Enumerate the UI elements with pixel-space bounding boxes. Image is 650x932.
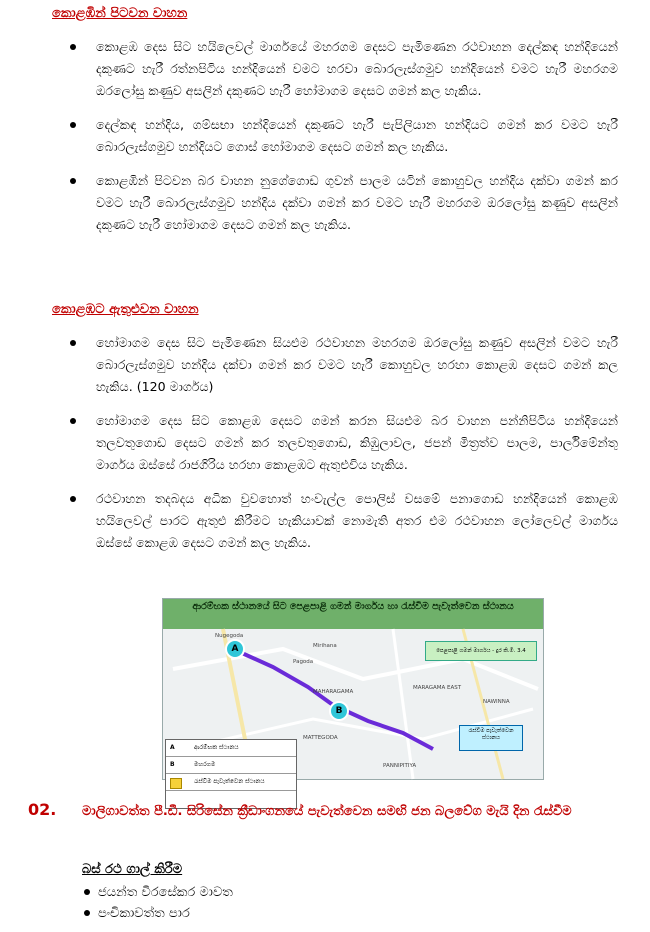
list-item-text: දෙල්කඳ හන්දිය, ගම්සභා හන්දියෙන් දකුණට හැරී පැපිලියාන හන්දියට ගමන් කර වමට හැරී බොරලැස්ගමුව හන්දියට ගොස් හෝමාගම දෙසට ගමන් කල හැකිය.	[96, 117, 618, 154]
venue-box: රැස්වීම පැවැත්වෙන ස්ථානය	[459, 725, 523, 751]
place-label: MARAGAMA EAST	[413, 685, 462, 691]
marker-a: A	[225, 639, 245, 659]
bullet-icon	[70, 44, 76, 50]
place-label: NAWINNA	[483, 699, 510, 705]
bullet-icon	[84, 910, 90, 916]
list-item	[62, 114, 618, 158]
legend-row: B මහරගම	[166, 757, 296, 774]
list-item-text: හෝමාගම දෙස සිට කොළඹ දෙසට ගමන් කරන සියළුම බර වාහන පන්නිපිටිය හන්දියෙන් තලවතුගොඩ දෙසට ගමන් කර තලවතුගොඩ, කිඹුලාවල, ජපන් මිත්‍රත්ව පාලම, පාර්ලිමේන්තු මාර්ගය ඔස්සේ රාජගිරිය හරහා කොළඹට ඇතුළුවිය හැකිය.	[96, 413, 618, 472]
legend-row: රැස්වීම පැවැත්වෙන ස්ථානය	[166, 774, 296, 791]
list-item: ජයන්ත වීරසේකර මාවත	[82, 882, 233, 903]
bullet-icon	[70, 496, 76, 502]
inbound-vehicles-heading: කොළඹට ඇතුළුවන වාහන	[52, 302, 199, 317]
section-number: 02.	[28, 800, 57, 819]
list-item-text: කොළඹින් පිටවන බර වාහන නුගේගොඩ ගුවන් පාලම යටින් කොහුවල හන්දිය දක්වා ගමන් කර වමට හැරී බොරලැස්ගමුව හන්දිය දක්වා ගමන් කර වමට හැරී මහරගම ඔරලෝසු කණුව අසලින් දකුණට හැරී හෝමාගම දෙසට ගමන් කල හැකිය.	[96, 173, 618, 232]
list-item	[62, 488, 618, 554]
bullet-icon	[70, 340, 76, 346]
place-label: PANNIPITIYA	[383, 763, 417, 769]
list-item	[62, 170, 618, 236]
bus-parking-heading: බස් රථ ගාල් කිරීම	[82, 862, 183, 877]
rally-heading: මාලිගාවත්ත පී.ඩී. සිරිසේන ක්‍රීඩාංගනයේ පැවැත්වෙන සමඟි ජන බලවේග මැයි දින රැස්වීම	[82, 804, 572, 819]
list-item	[62, 36, 618, 102]
outbound-list	[62, 36, 618, 248]
place-label: Pagoda	[293, 659, 314, 665]
venue-icon	[170, 778, 182, 789]
place-label: MATTEGODA	[303, 735, 338, 741]
route-map	[162, 598, 544, 785]
outbound-vehicles-heading: කොළඹින් පිටවන වාහන	[52, 6, 188, 21]
list-item	[62, 332, 618, 398]
list-item-text: කොළඹ දෙස සිට හයිලෙවල් මාර්ගයේ මහරගම දෙසට පැමිණෙන රථවාහන දෙල්කඳ හන්දියෙන් දකුණට හැරී රත්නපිටිය හන්දියෙන් වමට හරවා බොරලැස්ගමුව හන්දියෙන් වමට හැරී මහරගම ඔරලෝසු කණුව අසලින් දකුණට හැරී හෝමාගම දෙසට ගමන් කල හැකිය.	[96, 39, 618, 98]
list-item-text: රථවාහන තදබදය අධික වුවහොත් හංවැල්ල පොලිස් වසමේ පනාගොඩ හන්දියෙන් කොළඹ හයිලෙවල් පාරට ඇතුළු කිරීමට හැකියාවක් නොමැති අතර එම රථවාහන ලෝලෙවල් මාර්ගය ඔස්සේ කොළඹ දෙසට ගමන් කල හැකිය.	[96, 491, 618, 550]
map-area	[163, 629, 543, 785]
inbound-list	[62, 332, 618, 566]
marker-b: B	[329, 701, 349, 721]
bullet-icon	[70, 122, 76, 128]
map-legend	[165, 739, 297, 809]
bullet-icon	[84, 889, 90, 895]
list-item: පංචිකාවත්ත පාර	[82, 903, 233, 924]
place-label: Mirihana	[313, 643, 337, 649]
bullet-icon	[70, 178, 76, 184]
place-label: Nugegoda	[215, 633, 244, 639]
place-label: MAHARAGAMA	[313, 689, 354, 695]
bus-parking-list	[82, 882, 233, 924]
list-item-text: හෝමාගම දෙස සිට පැමිණෙන සියළුම රථවාහන මහරගම ඔරලෝසු කණුව අසලින් වමට හැරී බොරලැස්ගමුව හන්දිය දක්වා ගමන් කර වමට හැරී කොහුවල හරහා කොළඹ දෙසට ගමන් කල හැකිය. (120 මාර්ගය)	[96, 335, 618, 394]
route-distance-box: පෙළපාළි ගමන් මාර්ගය - දුර කි.මී. 3.4	[425, 641, 537, 661]
list-item	[62, 410, 618, 476]
map-title: ආරම්භක ස්ථානයේ සිට පෙළපාළි ගමන් මාර්ගය හා රැස්වීම පැවැත්වෙන ස්ථානය	[163, 599, 543, 630]
bullet-icon	[70, 418, 76, 424]
legend-row: A ආරම්භක ස්ථානය	[166, 740, 296, 757]
